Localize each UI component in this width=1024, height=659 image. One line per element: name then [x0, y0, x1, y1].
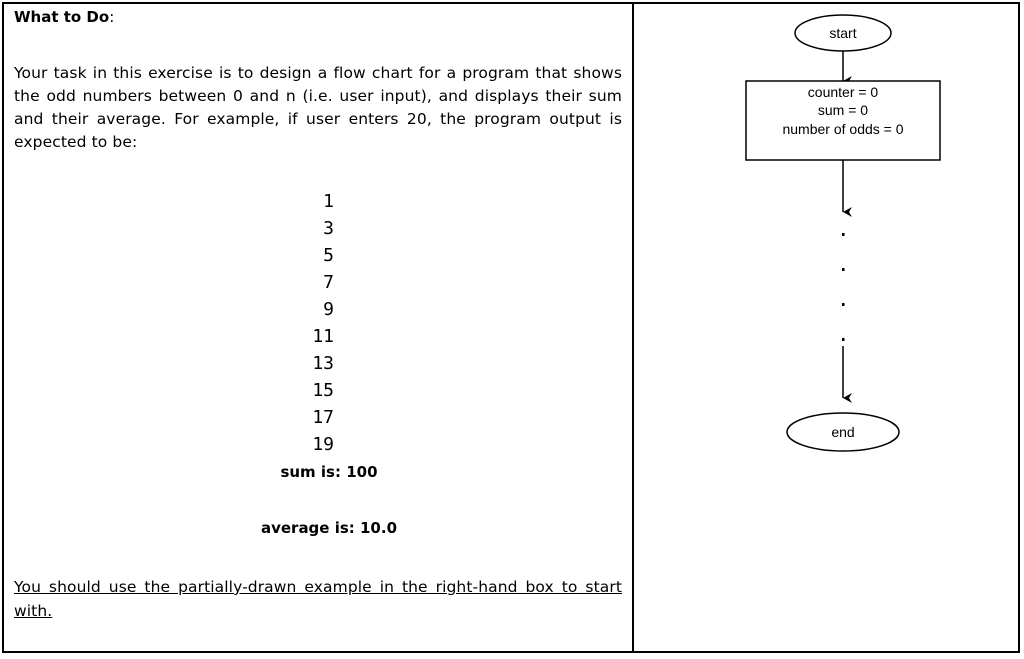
sum-label: sum is: — [280, 463, 341, 481]
flowchart-column — [634, 2, 1020, 653]
init-sum: sum = 0 — [817, 102, 869, 118]
init-counter: counter = 0 — [807, 84, 879, 100]
start-label: start — [829, 25, 857, 41]
task-column — [14, 4, 622, 649]
output-number: 13 — [312, 353, 334, 374]
expected-output-numbers — [304, 188, 334, 458]
output-number: 11 — [312, 326, 334, 347]
end-label: end — [831, 424, 855, 440]
output-number: 15 — [312, 380, 334, 401]
output-number: 3 — [323, 218, 334, 239]
section-heading: What to Do: — [14, 8, 115, 26]
output-number: 1 — [323, 191, 334, 212]
output-number: 19 — [312, 434, 334, 455]
output-number: 9 — [323, 299, 334, 320]
flowchart — [634, 2, 1020, 653]
average-label: average is: — [260, 519, 355, 537]
continuation-dot — [842, 338, 845, 341]
output-number: 5 — [323, 245, 334, 266]
average-output-line — [14, 519, 622, 537]
average-value: 10.0 — [360, 519, 398, 537]
init-number-of-odds: number of odds = 0 — [782, 121, 904, 137]
continuation-dot — [842, 303, 845, 306]
sum-output-line — [14, 463, 622, 481]
instruction-text: You should use the partially-drawn example in the right-hand box to start with. — [14, 578, 622, 620]
output-number: 7 — [323, 272, 334, 293]
continuation-dot — [842, 268, 845, 271]
task-description: Your task in this exercise is to design a flow chart for a program that shows the odd numbers between 0 and n (i.e. user input), and displays their sum and their average. For example, if user enters 20, the program output is expected to be: — [14, 64, 622, 151]
sum-value: 100 — [346, 463, 378, 481]
output-number: 17 — [312, 407, 334, 428]
continuation-dot — [842, 233, 845, 236]
